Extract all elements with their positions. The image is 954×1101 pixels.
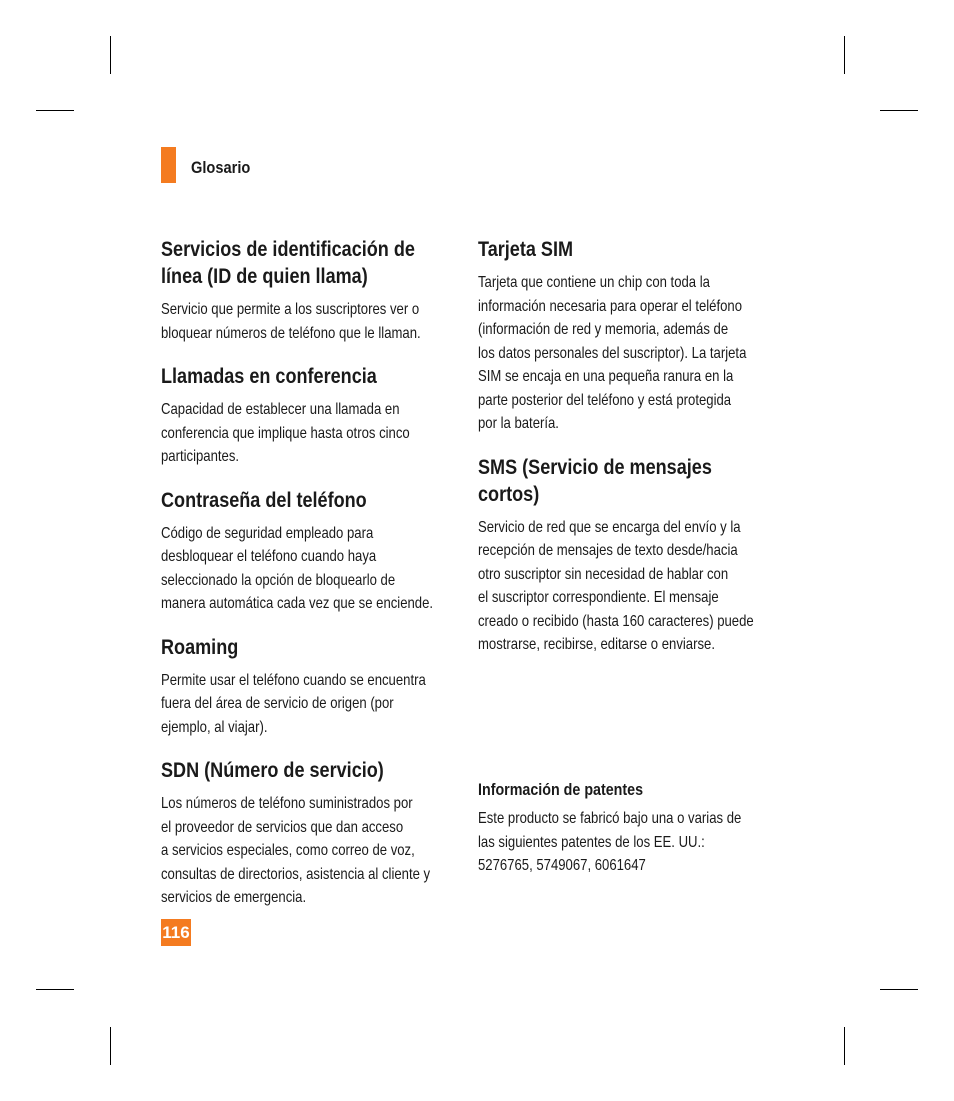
entry-title: SMS (Servicio de mensajes cortos) [478,455,712,506]
glossary-entry-phone-password [161,487,491,616]
entry-title: Llamadas en conferencia [161,365,377,388]
entry-title: Tarjeta SIM [478,238,574,261]
glossary-entry-roaming [161,634,491,740]
section-accent-tab [161,147,176,183]
crop-mark-top-right-vertical [844,36,845,74]
glossary-entry-sim-card [478,236,818,436]
glossary-entry-sms [478,454,818,657]
crop-mark-top-left-horizontal [36,110,74,111]
patent-title: Información de patentes [478,780,644,799]
right-column [478,236,818,675]
page-number: 116 [161,919,191,946]
crop-mark-bottom-left-horizontal [36,989,74,990]
patent-information [478,779,818,878]
entry-body: Capacidad de establecer una llamada en conferencia que implique hasta otros cinco participantes. [161,401,410,465]
crop-mark-top-right-horizontal [880,110,918,111]
entry-title: Servicios de identificación de línea (ID de quien llama) [161,238,415,288]
glossary-entry-conference-calls [161,363,491,469]
crop-mark-bottom-right-horizontal [880,989,918,990]
section-label: Glosario [191,158,251,177]
entry-body: Permite usar el teléfono cuando se encuentra fuera del área de servicio de origen (por ejemplo, al viajar). [161,671,426,736]
entry-body: Servicio de red que se encarga del envío y la recepción de mensajes de texto desde/hacia otro suscriptor sin necesidad de hablar con el suscriptor correspondiente. El mensaje creado o recibido (hasta 160 caracteres) puede mostrarse, recibirse, editarse o enviarse. [478,518,754,653]
entry-body: Servicio que permite a los suscriptores ver o bloquear números de teléfono que le llaman. [161,301,421,342]
entry-title: Roaming [161,635,239,659]
entry-body: Código de seguridad empleado para desbloquear el teléfono cuando haya seleccionado la opción de bloquearlo de manera automática cada vez que se enciende. [161,524,434,612]
left-column [161,236,491,928]
entry-body: Tarjeta que contiene un chip con toda la información necesaria para operar el teléfono (información de red y memoria, además de los datos personales del suscriptor). La tarjeta SIM se encaja en una pequeña ranura en la parte posterior del teléfono y está protegida por la batería. [478,274,747,432]
crop-mark-bottom-left-vertical [110,1027,111,1065]
crop-mark-bottom-right-vertical [844,1027,845,1065]
crop-mark-top-left-vertical [110,36,111,74]
glossary-entry-caller-id [161,236,491,345]
entry-body: Los números de teléfono suministrados por el proveedor de servicios que dan acceso a servicios especiales, como correo de voz, consultas de directorios, asistencia al cliente y servicios de emergencia. [161,795,431,906]
entry-title: Contraseña del teléfono [161,488,367,512]
patent-body: Este producto se fabricó bajo una o varias de las siguientes patentes de los EE. UU.: 5276765, 5749067, 6061647 [478,810,742,874]
entry-title: SDN (Número de servicio) [161,759,384,782]
glossary-entry-sdn [161,757,491,910]
